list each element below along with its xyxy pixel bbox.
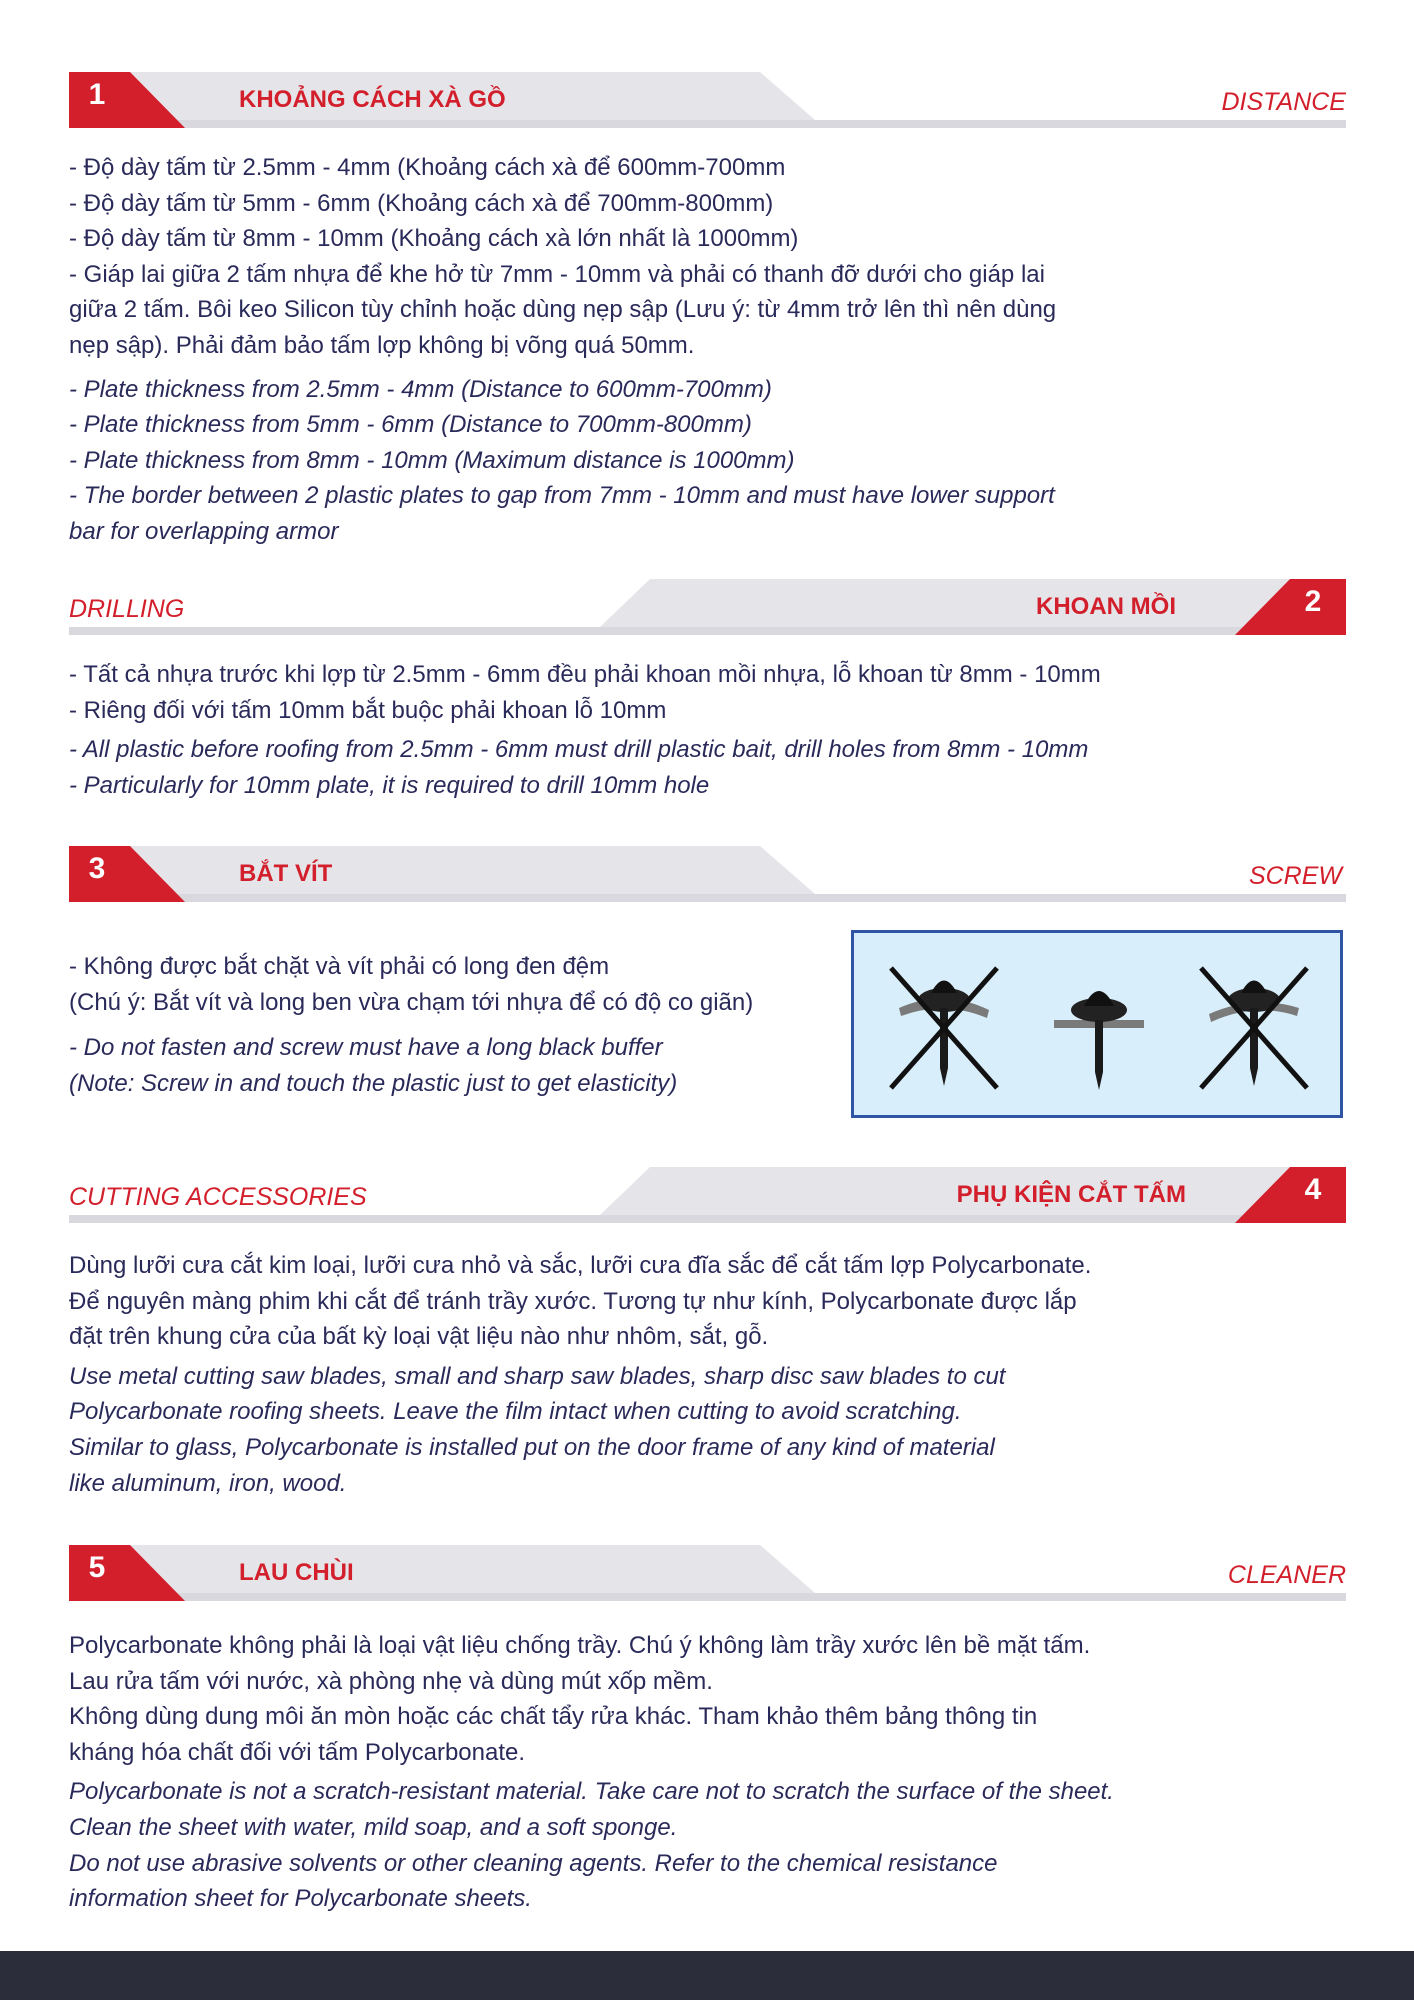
header-band-shape: [0, 844, 1414, 904]
screw-illustration-box: [851, 930, 1343, 1118]
text-line: information sheet for Polycarbonate sheets.: [69, 1885, 532, 1913]
header-band-shape: [0, 1543, 1414, 1603]
screw-incorrect-icon: [879, 948, 1009, 1098]
text-line: Use metal cutting saw blades, small and sharp saw blades, sharp disc saw blades to cut: [69, 1362, 1006, 1390]
section-number: 3: [88, 852, 106, 885]
section-title-en: CUTTING ACCESSORIES: [69, 1183, 367, 1211]
text-line: Dùng lưỡi cưa cắt kim loại, lưỡi cưa nhỏ và sắc, lưỡi cưa đĩa sắc để cắt tấm lợp Polycarbonate.: [69, 1252, 1092, 1279]
section-2-body: [69, 657, 1101, 803]
text-line: nẹp sập). Phải đảm bảo tấm lợp không bị võng quá 50mm.: [69, 331, 695, 359]
section-2-header: [0, 577, 1414, 637]
text-line: Không dùng dung môi ăn mòn hoặc các chất tẩy rửa khác. Tham khảo thêm bảng thông tin: [69, 1703, 1038, 1731]
text-line: - The border between 2 plastic plates to gap from 7mm - 10mm and must have lower support: [69, 482, 1055, 510]
screw-incorrect-icon: [1189, 948, 1319, 1098]
section-number: 5: [88, 1551, 106, 1584]
text-line: đặt trên khung cửa của bất kỳ loại vật liệu nào như nhôm, sắt, gỗ.: [69, 1323, 769, 1351]
text-line: Polycarbonate is not a scratch-resistant material. Take care not to scratch the surface of the sheet.: [69, 1778, 1114, 1806]
section-4-body: [69, 1248, 1091, 1501]
text-line: Clean the sheet with water, mild soap, and a soft sponge.: [69, 1813, 678, 1841]
section-1-header: [0, 70, 1414, 130]
section-number: 1: [88, 78, 106, 111]
text-line: Polycarbonate không phải là loại vật liệu chống trầy. Chú ý không làm trầy xước lên bề mặt tấm.: [69, 1632, 1091, 1659]
section-4-header: [0, 1165, 1414, 1225]
text-line: (Note: Screw in and touch the plastic just to get elasticity): [69, 1069, 678, 1097]
section-1-body: [69, 150, 1056, 550]
text-line: like aluminum, iron, wood.: [69, 1469, 347, 1497]
text-line: - Plate thickness from 2.5mm - 4mm (Distance to 600mm-700mm): [69, 375, 772, 403]
section-5-header: [0, 1543, 1414, 1603]
section-title-en: SCREW: [1248, 862, 1342, 890]
header-band-shape: [0, 577, 1414, 637]
section-3-body: [69, 949, 753, 1101]
text-line: - Riêng đối với tấm 10mm bắt buộc phải khoan lỗ 10mm: [69, 696, 667, 724]
text-line: - Độ dày tấm từ 2.5mm - 4mm (Khoảng cách xà để 600mm-700mm: [69, 154, 786, 181]
text-line: - Plate thickness from 5mm - 6mm (Distance to 700mm-800mm): [69, 411, 752, 439]
text-line: Để nguyên màng phim khi cắt để tránh trầy xước. Tương tự như kính, Polycarbonate được lắp: [69, 1287, 1077, 1315]
text-line: - Giáp lai giữa 2 tấm nhựa để khe hở từ 7mm - 10mm và phải có thanh đỡ dưới cho giáp lai: [69, 260, 1045, 288]
screw-correct-icon: [1034, 948, 1164, 1098]
text-line: Similar to glass, Polycarbonate is installed put on the door frame of any kind of material: [69, 1433, 995, 1461]
text-line: bar for overlapping armor: [69, 517, 339, 545]
footer-bar: [0, 1951, 1414, 2000]
text-line: - Particularly for 10mm plate, it is required to drill 10mm hole: [69, 771, 710, 799]
section-3-header: [0, 844, 1414, 904]
section-number: 4: [1304, 1173, 1322, 1206]
section-title-en: CLEANER: [1227, 1561, 1346, 1589]
section-title-vi: KHOẢNG CÁCH XÀ GỒ: [239, 86, 506, 113]
text-line: - Tất cả nhựa trước khi lợp từ 2.5mm - 6mm đều phải khoan mồi nhựa, lỗ khoan từ 8mm - 10mm: [69, 661, 1101, 688]
text-line: - Do not fasten and screw must have a long black buffer: [69, 1034, 663, 1062]
section-title-en: DISTANCE: [1221, 88, 1346, 116]
text-line: - All plastic before roofing from 2.5mm - 6mm must drill plastic bait, drill holes from 8mm - 10mm: [69, 736, 1089, 764]
text-line: giữa 2 tấm. Bôi keo Silicon tùy chỉnh hoặc dùng nẹp sập (Lưu ý: từ 4mm trở lên thì nên dùng: [69, 296, 1057, 324]
text-line: - Độ dày tấm từ 5mm - 6mm (Khoảng cách xà để 700mm-800mm): [69, 189, 774, 217]
text-line: - Không được bắt chặt và vít phải có long đen đệm: [69, 953, 610, 980]
text-line: - Plate thickness from 8mm - 10mm (Maximum distance is 1000mm): [69, 446, 795, 474]
section-title-vi: KHOAN MỒI: [1036, 593, 1176, 620]
section-5-body: [69, 1628, 1114, 1917]
text-line: Lau rửa tấm với nước, xà phòng nhẹ và dùng mút xốp mềm.: [69, 1667, 713, 1695]
section-title-en: DRILLING: [69, 595, 185, 623]
section-title-vi: BẮT VÍT: [239, 860, 333, 887]
section-number: 2: [1304, 585, 1322, 618]
text-line: (Chú ý: Bắt vít và long ben vừa chạm tới nhựa để có độ co giãn): [69, 988, 754, 1016]
text-line: Do not use abrasive solvents or other cleaning agents. Refer to the chemical resistance: [69, 1849, 998, 1877]
header-band-shape: [0, 70, 1414, 130]
text-line: kháng hóa chất đối với tấm Polycarbonate.: [69, 1738, 526, 1766]
text-line: - Độ dày tấm từ 8mm - 10mm (Khoảng cách xà lớn nhất là 1000mm): [69, 225, 799, 253]
section-title-vi: LAU CHÙI: [239, 1559, 354, 1586]
text-line: Polycarbonate roofing sheets. Leave the film intact when cutting to avoid scratching.: [69, 1398, 962, 1426]
section-title-vi: PHỤ KIỆN CẮT TẤM: [956, 1181, 1186, 1208]
